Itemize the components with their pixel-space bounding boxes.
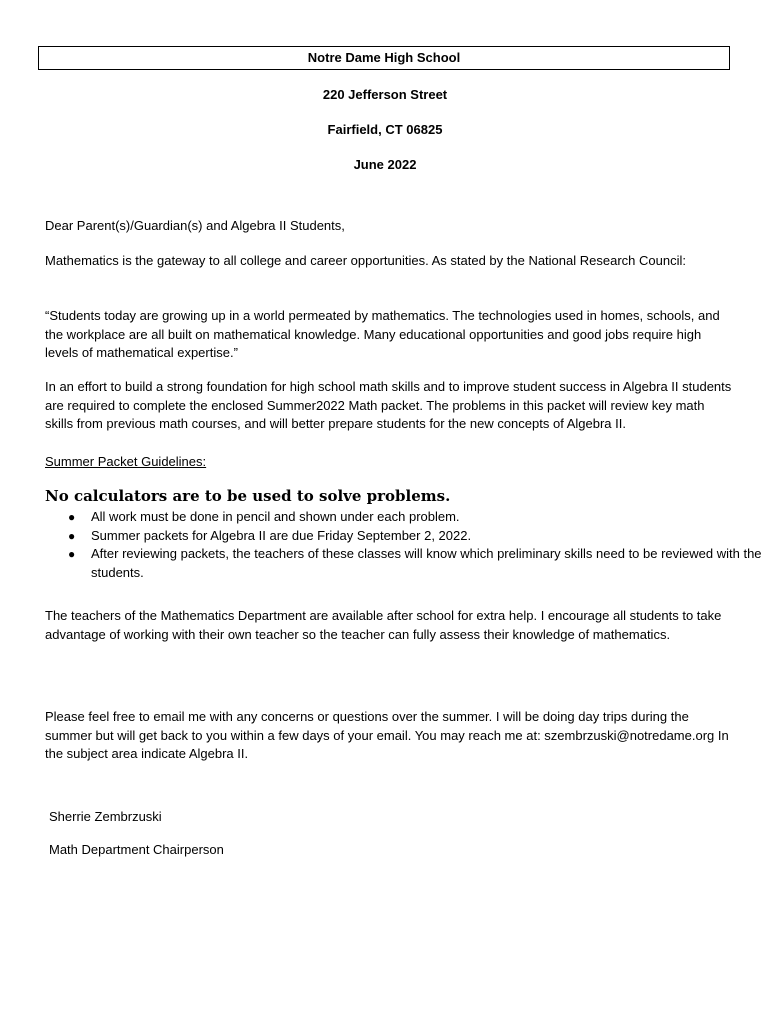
signature-name: Sherrie Zembrzuski xyxy=(49,809,162,824)
effort-paragraph: In an effort to build a strong foundation for high school math skills and to improve student success in Algebra II students are required to complete the enclosed Summer2022 Math packet. The problems in this packet will review key math skills from previous math courses, and will better prepare students for the new concepts of Algebra II. xyxy=(45,379,732,431)
bullet-icon: ● xyxy=(68,510,76,524)
list-item: ● All work must be done in pencil and shown under each problem. xyxy=(91,508,770,527)
salutation: Dear Parent(s)/Guardian(s) and Algebra II Students, xyxy=(45,218,345,233)
email-paragraph: Please feel free to email me with any concerns or questions over the summer. I will be doing day trips during the summer but will get back to you within a few days of your email. You may reach me at: szembrzuski@notredame.org In the subject area indicate Algebra II. xyxy=(45,709,729,761)
letter-date: June 2022 xyxy=(353,157,417,172)
signature-title: Math Department Chairperson xyxy=(49,842,224,857)
bullet-icon: ● xyxy=(68,528,76,543)
school-name-box: Notre Dame High School xyxy=(38,46,730,70)
list-item: ● After reviewing packets, the teachers of these classes will know which preliminary skills need to be reviewed with the students. xyxy=(68,546,762,580)
no-calculators-heading: No calculators are to be used to solve problems. xyxy=(45,487,451,505)
guidelines-list xyxy=(45,508,770,582)
intro-paragraph: Mathematics is the gateway to all college and career opportunities. As stated by the National Research Council: xyxy=(45,253,686,268)
quote-paragraph: “Students today are growing up in a world permeated by mathematics. The technologies used in homes, schools, and the workplace are all built on mathematical knowledge. Many educational opportunities and good jobs require high levels of mathematical expertise.” xyxy=(45,308,720,360)
list-item: ● Summer packets for Algebra II are due Friday September 2, 2022. xyxy=(91,527,770,546)
city-state-zip: Fairfield, CT 06825 xyxy=(327,122,443,137)
guidelines-label: Summer Packet Guidelines: xyxy=(45,454,207,469)
street-address: 220 Jefferson Street xyxy=(322,87,448,102)
teachers-paragraph: The teachers of the Mathematics Department are available after school for extra help. I encourage all students to take advantage of working with their own teacher so the teacher can fully assess their knowledge of mathematics. xyxy=(45,608,722,642)
bullet-icon: ● xyxy=(68,547,76,561)
